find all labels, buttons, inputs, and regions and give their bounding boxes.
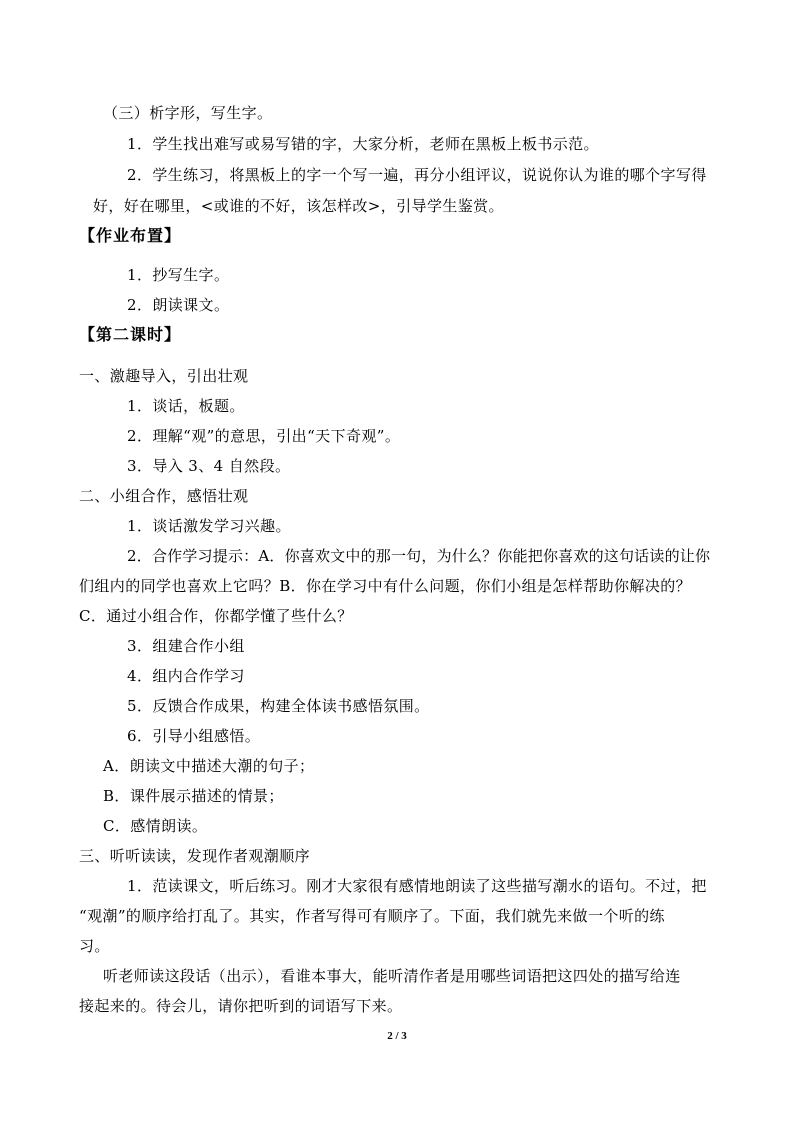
page-number: 2 / 3: [387, 1030, 407, 1042]
paragraph-line: 2．理解“观”的意思，引出“天下奇观”。: [127, 427, 401, 445]
paragraph-line: 1．抄写生字。: [127, 266, 230, 284]
section-heading: 三、听听读读，发现作者观潮顺序: [79, 847, 311, 865]
paragraph-line: 1．学生找出难写或易写错的字，大家分析，老师在黑板上板书示范。: [127, 135, 599, 153]
paragraph-line: C．感情朗读。: [103, 817, 208, 835]
section-heading: （三）析字形，写生字。: [103, 104, 273, 122]
paragraph-line: 听老师读这段话（出示），看谁本事大，能听清作者是用哪些词语把这四处的描写给连: [103, 967, 681, 985]
section-heading: 一、激趣导入，引出壮观: [79, 367, 249, 385]
paragraph-line: 接起来的。待会儿，请你把听到的词语写下来。: [79, 997, 403, 1015]
paragraph-line: B．课件展示描述的情景；: [103, 787, 284, 805]
paragraph-line: C．通过小组合作，你都学懂了些什么？: [79, 607, 353, 625]
paragraph-line: 2．学生练习，将黑板上的字一个写一遍，再分小组评议，说说你认为谁的哪个字写得: [127, 166, 707, 184]
paragraph-line: 4．组内合作学习: [127, 667, 245, 685]
section-heading: 【第二课时】: [79, 325, 182, 344]
paragraph-line: 3．导入 3、4 自然段。: [127, 457, 291, 475]
paragraph-line: 1．谈话，板题。: [127, 397, 245, 415]
paragraph-line: 1．范读课文，听后练习。刚才大家很有感情地朗读了这些描写潮水的语句。不过，把: [127, 877, 707, 895]
section-heading: 二、小组合作，感悟壮观: [79, 487, 249, 505]
paragraph-line: 2．合作学习提示：A．你喜欢文中的那一句，为什么？你能把你喜欢的这句话读的让你: [127, 547, 711, 565]
paragraph-line: 习。: [79, 937, 110, 955]
paragraph-line: 5．反馈合作成果，构建全体读书感悟氛围。: [127, 697, 430, 715]
paragraph-line: 6．引导小组感悟。: [127, 727, 261, 745]
paragraph-line: A．朗读文中描述大潮的句子；: [103, 757, 315, 775]
paragraph-line: 2．朗读课文。: [127, 296, 230, 314]
section-heading: 【作业布置】: [79, 226, 182, 245]
paragraph-line: 3．组建合作小组: [127, 637, 245, 655]
paragraph-line: 好，好在哪里，<或谁的不好，该怎样改>，引导学生鉴赏。: [93, 197, 504, 215]
paragraph-line: 们组内的同学也喜欢上它吗？B．你在学习中有什么问题，你们小组是怎样帮助你解决的？: [79, 577, 692, 595]
paragraph-line: “观潮”的顺序给打乱了。其实，作者写得可有顺序了。下面，我们就先来做一个听的练: [79, 907, 665, 925]
paragraph-line: 1．谈话激发学习兴趣。: [127, 517, 291, 535]
